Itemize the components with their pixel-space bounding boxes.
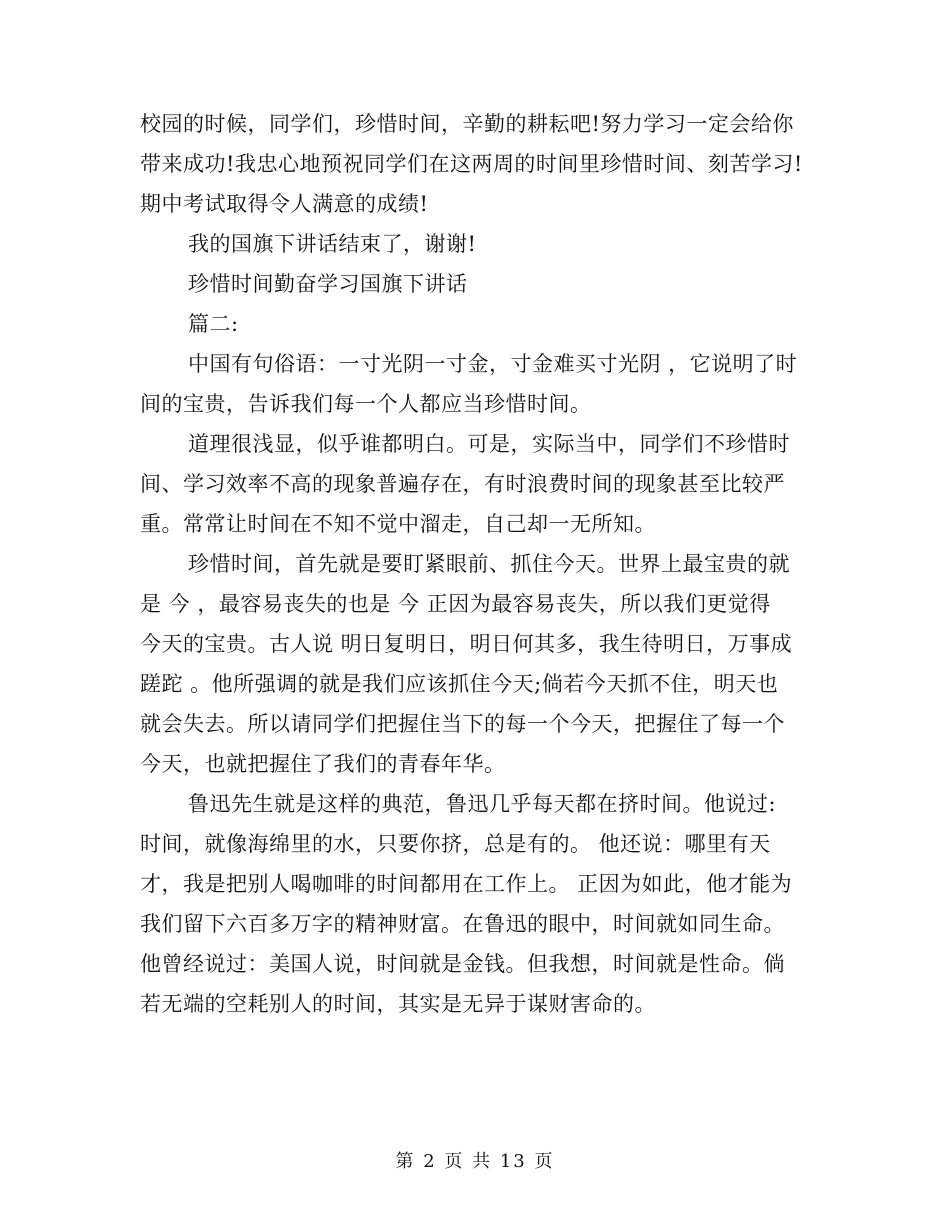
text-line: 他曾经说过：美国人说，时间就是金钱。但我想，时间就是性命。倘 [140, 952, 785, 976]
text-line: 珍惜时间，首先就是要盯紧眼前、抓住今天。世界上最宝贵的就 [188, 552, 790, 576]
text-line: 若无端的空耗别人的时间，其实是无异于谋财害命的。 [140, 992, 656, 1016]
text-line: 间的宝贵，告诉我们每一个人都应当珍惜时间。 [140, 392, 592, 416]
text-line: 是 今 ，最容易丧失的也是 今 正因为最容易丧失，所以我们更觉得 [140, 592, 771, 616]
text-line: 今天，也就把握住了我们的青春年华。 [140, 752, 506, 776]
text-line: 就会失去。所以请同学们把握住当下的每一个今天，把握住了每一个 [140, 712, 785, 736]
text-line: 重。常常让时间在不知不觉中溜走，自己却一无所知。 [140, 512, 656, 536]
text-line: 期中考试取得令人满意的成绩! [140, 192, 429, 216]
text-line: 道理很浅显，似乎谁都明白。可是，实际当中，同学们不珍惜时 [188, 432, 790, 456]
text-line: 时间，就像海绵里的水，只要你挤，总是有的。 他还说：哪里有天 [140, 832, 771, 856]
text-line: 篇二: [188, 312, 239, 336]
text-line: 才，我是把别人喝咖啡的时间都用在工作上。 正因为如此，他才能为 [140, 872, 793, 896]
text-line: 我们留下六百多万字的精神财富。在鲁迅的眼中，时间就如同生命。 [140, 912, 785, 936]
text-line: 中国有句俗语：一寸光阴一寸金，寸金难买寸光阴 ，它说明了时 [188, 352, 798, 376]
text-line: 今天的宝贵。古人说 明日复明日，明日何其多，我生待明日，万事成 [140, 632, 793, 656]
document-body [140, 104, 820, 1024]
text-line: 我的国旗下讲话结束了，谢谢! [188, 232, 477, 256]
text-line: 带来成功!我忠心地预祝同学们在这两周的时间里珍惜时间、刻苦学习! [140, 152, 803, 176]
text-line: 珍惜时间勤奋学习国旗下讲话 [188, 272, 468, 296]
text-line: 间、学习效率不高的现象普遍存在，有时浪费时间的现象甚至比较严 [140, 472, 785, 496]
page-footer: 第 2 页 共 13 页 [395, 1151, 555, 1172]
text-line: 鲁迅先生就是这样的典范，鲁迅几乎每天都在挤时间。他说过: [188, 792, 777, 816]
text-line: 校园的时候，同学们，珍惜时间，辛勤的耕耘吧!努力学习一定会给你 [140, 112, 794, 136]
text-line: 蹉跎 。他所强调的就是我们应该抓住今天;倘若今天抓不住，明天也 [140, 672, 779, 696]
